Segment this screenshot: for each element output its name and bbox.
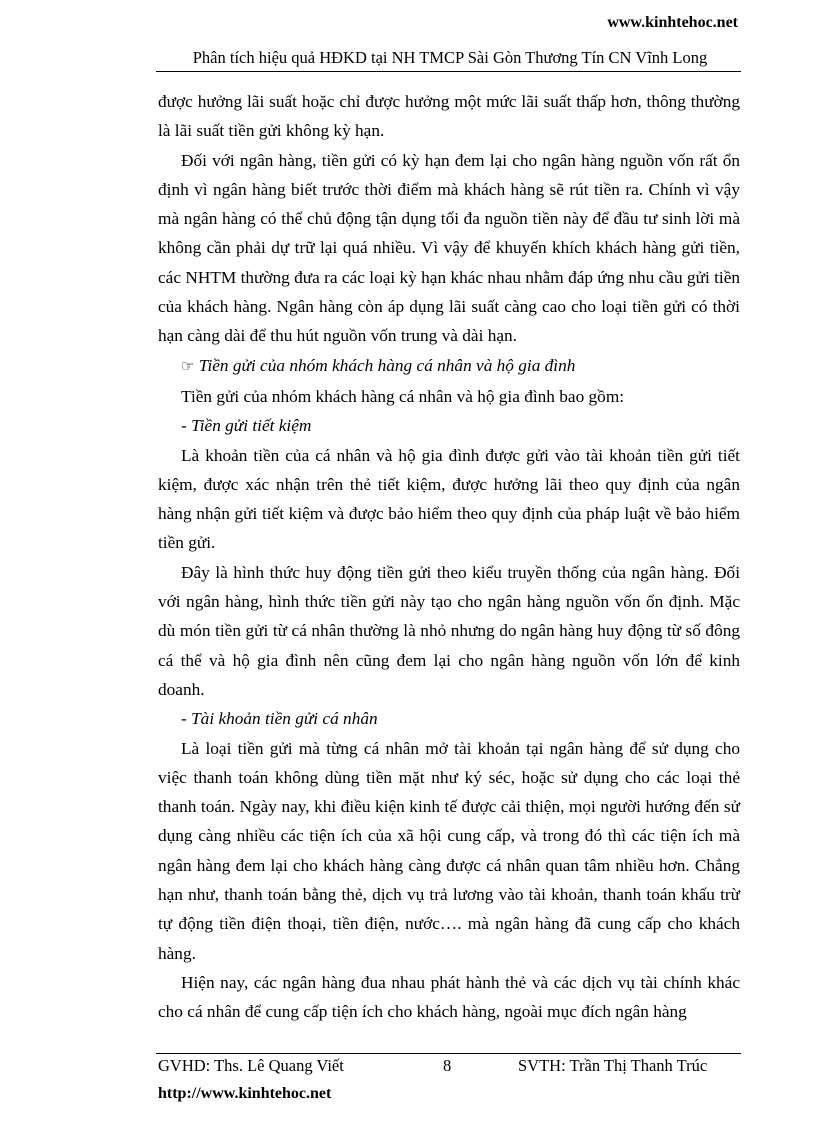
- paragraph: Hiện nay, các ngân hàng đua nhau phát hành thẻ và các dịch vụ tài chính khác cho cá nhân để cung cấp tiện ích cho khách hàng, ngoài mục đích ngân hàng: [158, 972, 740, 1022]
- pointing-hand-icon: ☞: [181, 358, 195, 375]
- paragraph: Đây là hình thức huy động tiền gửi theo kiểu truyền thống của ngân hàng. Đối với ngân hàng, hình thức tiền gửi này tạo cho ngân hàng nguồn vốn ổn định. Mặc dù món tiền gửi từ cá nhân thường là nhỏ nhưng do ngân hàng huy động từ số đông cá thể và hộ gia đình nên cũng đem lại cho ngân hàng nguồn vốn lớn để kinh doanh.: [158, 562, 740, 699]
- footer-site-link[interactable]: http://www.kinhtehoc.net: [158, 1085, 332, 1102]
- subheading: - Tài khoản tiền gửi cá nhân: [181, 709, 378, 729]
- footer-student: SVTH: Trần Thị Thanh Trúc: [518, 1056, 708, 1075]
- paragraph: Tiền gửi của nhóm khách hàng cá nhân và hộ gia đình bao gồm:: [181, 386, 625, 406]
- section-heading: [158, 351, 740, 382]
- paragraph: Đối với ngân hàng, tiền gửi có kỳ hạn đem lại cho ngân hàng nguồn vốn rất ổn định vì ngân hàng biết trước thời điểm mà khách hàng sẽ rút tiền ra. Chính vì vậy mà ngân hàng có thể chủ động tận dụng tối đa nguồn tiền này để đầu tư sinh lời mà không cần phải dự trữ lại quá nhiều. Vì vậy để khuyến khích khách hàng gửi tiền, các NHTM thường đưa ra các loại kỳ hạn khác nhau nhằm đáp ứng nhu cầu gửi tiền của khách hàng. Ngân hàng còn áp dụng lãi suất càng cao cho loại tiền gửi có thời hạn càng dài để thu hút nguồn vốn trung và dài hạn.: [158, 150, 740, 346]
- running-title: Phân tích hiệu quả HĐKD tại NH TMCP Sài Gòn Thương Tín CN Vĩnh Long: [192, 48, 708, 67]
- header-site-link[interactable]: www.kinhtehoc.net: [607, 14, 738, 31]
- subheading: - Tiền gửi tiết kiệm: [181, 416, 312, 436]
- header-divider: [156, 71, 741, 72]
- section-heading-text: Tiền gửi của nhóm khách hàng cá nhân và hộ gia đình: [198, 355, 576, 375]
- paragraph: được hưởng lãi suất hoặc chỉ được hưởng một mức lãi suất thấp hơn, thông thường là lãi suất tiền gửi không kỳ hạn.: [158, 92, 740, 141]
- footer-divider: [156, 1053, 741, 1054]
- paragraph: Là khoản tiền của cá nhân và hộ gia đình được gửi vào tài khoản tiền gửi tiết kiệm, được xác nhận trên thẻ tiết kiệm, được hưởng lãi theo quy định của ngân hàng nhận gửi tiết kiệm và được bảo hiểm theo quy định của pháp luật về bảo hiểm tiền gửi.: [158, 445, 740, 553]
- paragraph: Là loại tiền gửi mà từng cá nhân mở tài khoản tại ngân hàng để sử dụng cho việc thanh toán không dùng tiền mặt như ký séc, hoặc sử dụng cho các loại thẻ thanh toán. Ngày nay, khi điều kiện kinh tế được cải thiện, mọi người hướng đến sử dụng càng nhiều các tiện ích của xã hội cung cấp, và trong đó thì các tiện ích mà ngân hàng đem lại cho khách hàng càng được cá nhân quan tâm nhiều hơn. Chẳng hạn như, thanh toán bằng thẻ, dịch vụ trả lương vào tài khoản, thanh toán khấu trừ tự động tiền điện thoại, tiền điện, nước…. mà ngân hàng đã cung cấp cho khách hàng.: [158, 738, 740, 963]
- footer-advisor: GVHD: Ths. Lê Quang Viết: [158, 1056, 344, 1075]
- document-body: [158, 87, 740, 1027]
- page-number: 8: [443, 1056, 452, 1075]
